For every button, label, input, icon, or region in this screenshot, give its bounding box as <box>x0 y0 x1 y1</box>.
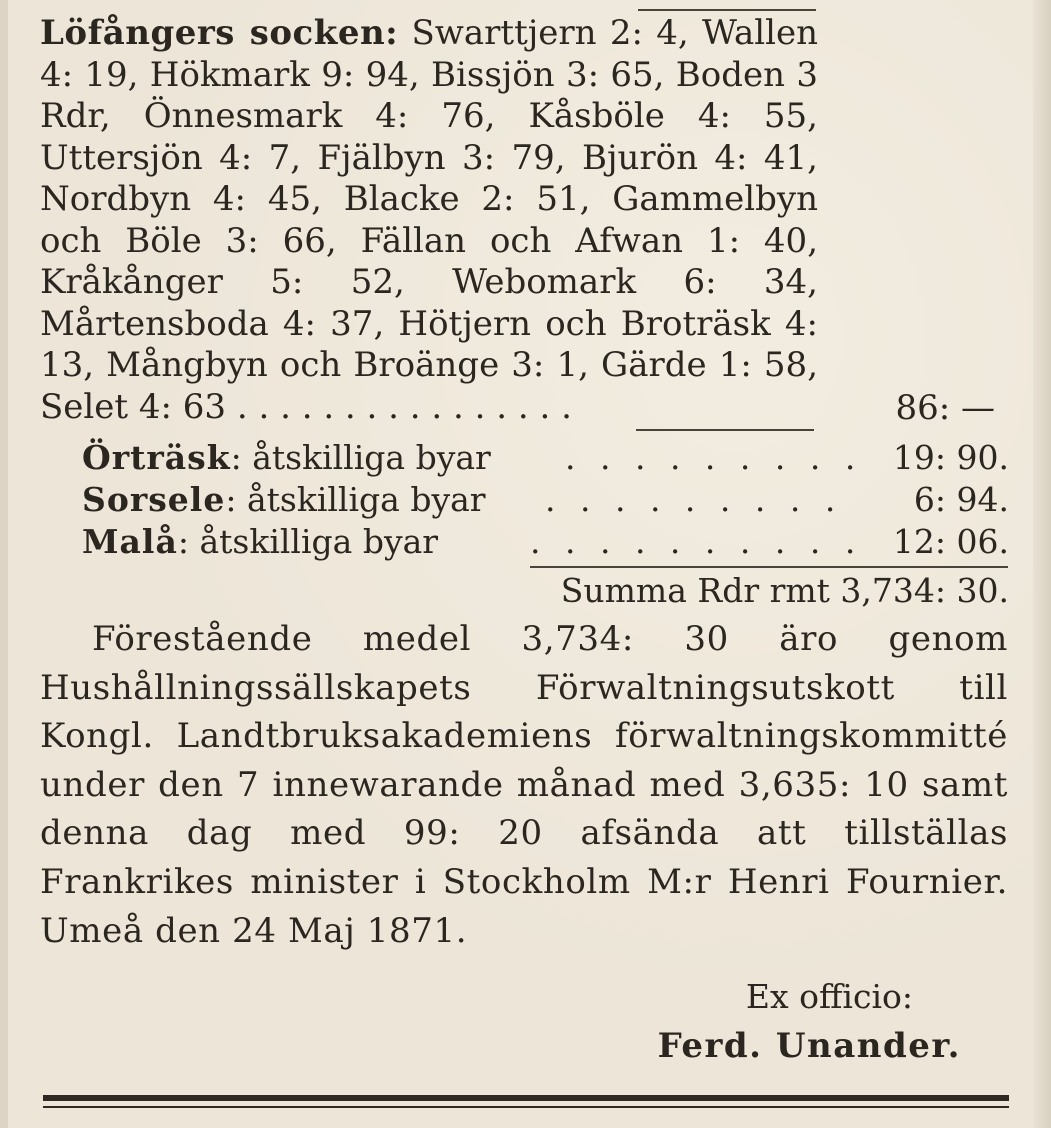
remittance-paragraph: Förestående medel 3,734: 30 äro genom Hushållningssällskapets Förwaltningsutskott till Kongl. Landtbruksakademiens förwaltningskommitté under den 7 innewarande månad med 3,635: 10 samt denna dag med 99: 20 afsända att tillställas Frankrikes minister i Stockholm M:r Henri Fournier. Umeå den 24 Maj 1871. <box>40 619 1008 951</box>
parish-list-amount: 86: — <box>895 388 995 428</box>
entry-row <box>0 478 1051 522</box>
entry-name: Malå <box>82 522 178 561</box>
signature: Ferd. Unander. <box>657 1026 961 1066</box>
bottom-thin-rule <box>43 1106 1009 1108</box>
entry-desc: : åtskilliga byar <box>177 522 439 561</box>
entry-row <box>0 436 1051 480</box>
entry-label <box>82 436 491 480</box>
parish-list-leader: . . . . . . . . . . . . . . . . <box>236 386 572 427</box>
subtotal-rule <box>636 429 814 431</box>
entry-desc: : åtskilliga byar <box>225 480 486 519</box>
top-divider-rule <box>638 9 816 11</box>
entry-leader: . . . . . . . . . <box>545 480 843 519</box>
page-right-edge <box>1033 0 1051 1128</box>
entry-name: Örträsk <box>82 438 231 477</box>
entry-amount: 19: 90. <box>892 438 1009 477</box>
entry-desc: : åtskilliga byar <box>230 438 491 477</box>
entry-name: Sorsele <box>82 480 226 519</box>
bottom-thick-rule <box>43 1095 1009 1101</box>
entry-leader: . . . . . . . . . <box>565 438 863 477</box>
entry-label <box>82 478 486 522</box>
entry-amount: 12: 06. <box>892 522 1009 561</box>
entry-label <box>82 520 438 564</box>
entry-row <box>0 520 1051 564</box>
total-line: Summa Rdr rmt 3,734: 30. <box>560 571 1009 610</box>
parish-list-text: Swarttjern 2: 4, Wallen 4: 19, Hökmark 9: 94, Bissjön 3: 65, Boden 3 Rdr, Önnesmark 4: 76, Kåsböle 4: 55, Uttersjön 4: 7, Fjälbyn 3: 79, Bjurön 4: 41, Nordbyn 4: 45, Blacke 2: 51, Gammelbyn och Böle 3: 66, Fällan och Afwan 1: 40, Kråkånger 5: 52, Webomark 6: 34, Mårtensboda 4: 37, Hötjern och Broträsk 4: 13, Mångbyn och Broänge 3: 1, Gärde 1: 58, Selet 4: 63 <box>40 13 818 427</box>
entry-amount: 6: 94. <box>913 480 1009 519</box>
entry-leader: . . . . . . . . . . <box>530 522 863 561</box>
closing-line: Ex officio: <box>745 977 913 1016</box>
parish-heading: Löfångers socken: <box>40 13 399 53</box>
parish-list-paragraph <box>40 13 818 427</box>
page-left-edge <box>0 0 8 1128</box>
